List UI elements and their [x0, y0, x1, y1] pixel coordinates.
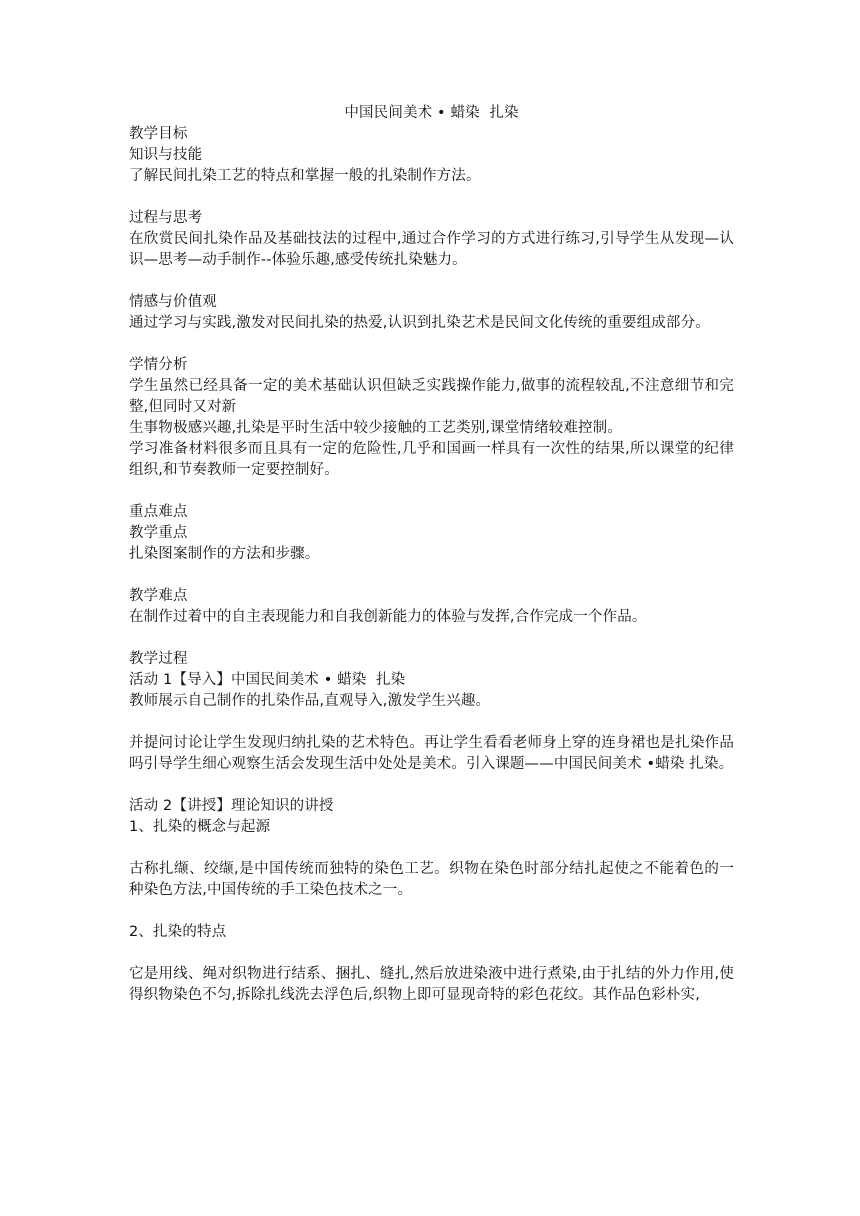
emotion-heading: 情感与价值观 — [129, 294, 217, 310]
document-body — [129, 103, 734, 1006]
knowledge-text: 了解民间扎染工艺的特点和掌握一般的扎染制作方法。 — [129, 168, 481, 184]
activity1-heading: 活动 1【导入】中国民间美术 • 蜡染 扎染 — [129, 672, 406, 688]
analysis-heading: 学情分析 — [129, 357, 188, 373]
activity1-text-2: 并提问讨论让学生发现归纳扎染的艺术特色。再让学生看看老师身上穿的连身裙也是扎染作品吗引导学生细心观察生活会发现生活中处处是美术。引入课题——中国民间美术 •蜡染 扎染。 — [129, 735, 734, 772]
blank-line — [129, 481, 734, 502]
blank-line — [129, 628, 734, 649]
blank-line — [129, 565, 734, 586]
blank-line — [129, 271, 734, 292]
concept-heading: 1、扎染的概念与起源 — [129, 819, 271, 835]
difficulty-heading: 教学难点 — [129, 588, 188, 604]
analysis-text-1: 学生虽然已经具备一定的美术基础认识但缺乏实践操作能力,做事的流程较乱,不注意细节和完整,但同时又对新 — [129, 378, 734, 415]
focus-text: 扎染图案制作的方法和步骤。 — [129, 546, 320, 562]
activity1-text-1: 教师展示自己制作的扎染作品,直观导入,激发学生兴趣。 — [129, 693, 491, 709]
analysis-text-2: 生事物极感兴趣,扎染是平时生活中较少接触的工艺类别,课堂情绪较难控制。 — [129, 420, 622, 436]
blank-line — [129, 901, 734, 922]
activity2-heading: 活动 2【讲授】理论知识的讲授 — [129, 798, 334, 814]
difficulty-text: 在制作过着中的自主表现能力和自我创新能力的体验与发挥,合作完成一个作品。 — [129, 609, 647, 625]
blank-line — [129, 187, 734, 208]
concept-text: 古称扎缬、绞缬,是中国传统而独特的染色工艺。织物在染色时部分结扎起使之不能着色的一种染色方法,中国传统的手工染色技术之一。 — [129, 861, 734, 898]
analysis-text-3: 学习准备材料很多而且具有一定的危险性,几乎和国画一样具有一次性的结果,所以课堂的纪律组织,和节奏教师一定要控制好。 — [129, 441, 734, 478]
process-heading: 过程与思考 — [129, 210, 203, 226]
blank-line — [129, 712, 734, 733]
focus-heading: 教学重点 — [129, 525, 188, 541]
knowledge-heading: 知识与技能 — [129, 147, 203, 163]
goals-heading: 教学目标 — [129, 126, 188, 142]
blank-line — [129, 775, 734, 796]
document-title: 中国民间美术 • 蜡染 扎染 — [344, 105, 519, 121]
process-text: 在欣赏民间扎染作品及基础技法的过程中,通过合作学习的方式进行练习,引导学生从发现—认识—思考—动手制作--体验乐趣,感受传统扎染魅力。 — [129, 231, 734, 268]
features-text: 它是用线、绳对织物进行结系、捆扎、缝扎,然后放进染液中进行煮染,由于扎结的外力作用,使得织物染色不匀,拆除扎线洗去浮色后,织物上即可显现奇特的彩色花纹。其作品色彩朴实, — [129, 966, 734, 1003]
blank-line — [129, 943, 734, 964]
keypoints-heading: 重点难点 — [129, 504, 188, 520]
blank-line — [129, 334, 734, 355]
blank-line — [129, 838, 734, 859]
features-heading: 2、扎染的特点 — [129, 924, 227, 940]
procedure-heading: 教学过程 — [129, 651, 188, 667]
emotion-text: 通过学习与实践,激发对民间扎染的热爱,认识到扎染艺术是民间文化传统的重要组成部分。 — [129, 315, 710, 331]
